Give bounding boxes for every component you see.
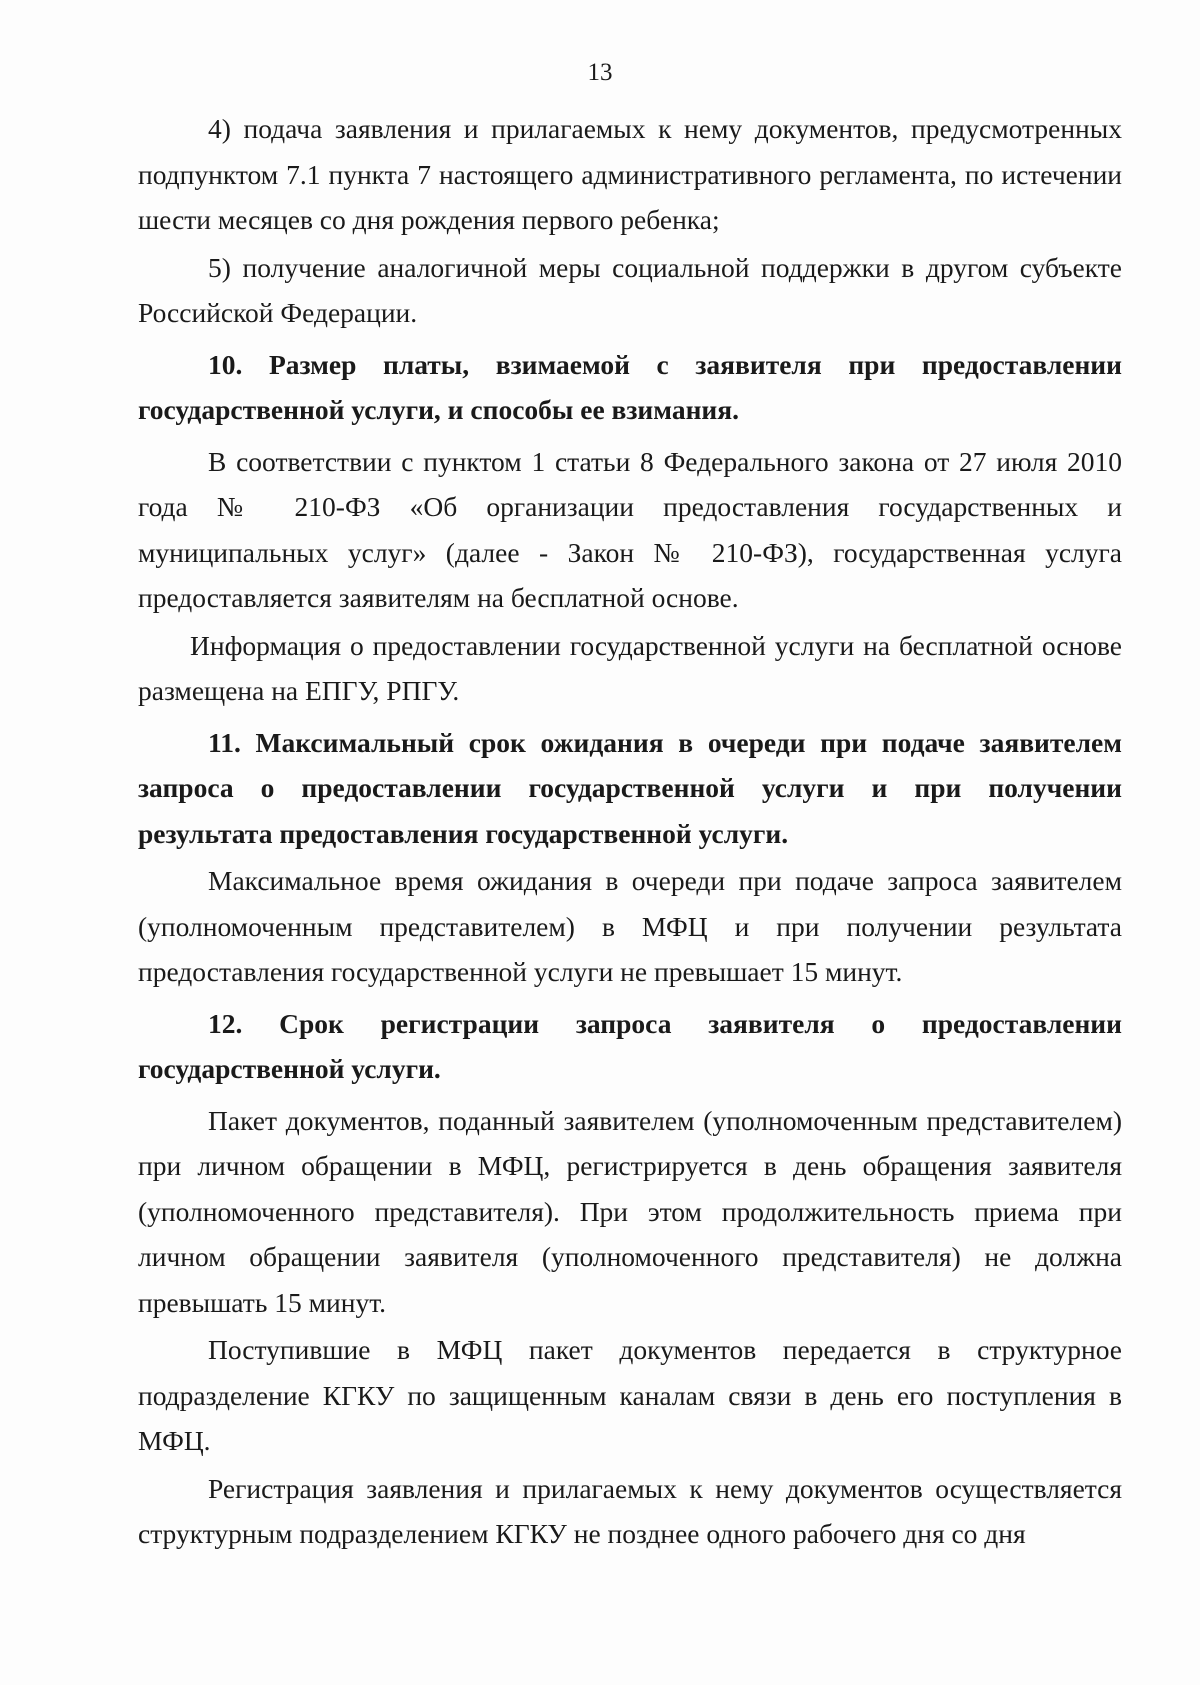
section-heading-10: 10. Размер платы, взимаемой с заявителя при предоставлении государственной услуги, и способы ее взимания. xyxy=(138,348,1122,425)
paragraph-item-4: 4) подача заявления и прилагаемых к нему документов, предусмотренных подпунктом 7.1 пункта 7 настоящего административного регламента, по истечении шести месяцев со дня рождения первого ребенка; xyxy=(138,113,1122,235)
paragraph-transfer: Поступившие в МФЦ пакет документов передается в структурное подразделение КГКУ по защищенным каналам связи в день его поступления в МФЦ. xyxy=(138,1334,1122,1456)
paragraph-fee-basis: В соответствии с пунктом 1 статьи 8 Федерального закона от 27 июля 2010 года № 210-ФЗ «Об организации предоставления государственных и муниципальных услуг» (далее - Закон № 210-ФЗ), государственная услуга предоставляется заявителям на бесплатной основе. xyxy=(138,445,1122,613)
section-heading-11: 11. Максимальный срок ожидания в очереди при подаче заявителем запроса о предоставлении государственной услуги и при получении результата предоставления государственной услуги. xyxy=(138,726,1122,849)
paragraph-fee-info: Информация о предоставлении государственной услуги на бесплатной основе размещена на ЕПГУ, РПГУ. xyxy=(138,629,1122,706)
section-heading-12: 12. Срок регистрации запроса заявителя о предоставлении государственной услуги. xyxy=(138,1007,1122,1084)
paragraph-queue-time: Максимальное время ожидания в очереди при подаче запроса заявителем (уполномоченным представителем) в МФЦ и при получении результата предоставления государственной услуги не превышает 15 минут. xyxy=(138,865,1122,987)
paragraph-item-5: 5) получение аналогичной меры социальной поддержки в другом субъекте Российской Федерации. xyxy=(138,251,1122,328)
paragraph-registration-deadline: Регистрация заявления и прилагаемых к нему документов осуществляется структурным подразделением КГКУ не позднее одного рабочего дня со дня xyxy=(138,1472,1122,1549)
page-number: 13 xyxy=(587,59,613,86)
document-body xyxy=(138,106,1122,1557)
paragraph-registration-day: Пакет документов, поданный заявителем (уполномоченным представителем) при личном обращении в МФЦ, регистрируется в день обращения заявителя (уполномоченного представителя). При этом продолжительность приема при личном обращении заявителя (уполномоченного представителя) не должна превышать 15 минут. xyxy=(138,1104,1122,1318)
